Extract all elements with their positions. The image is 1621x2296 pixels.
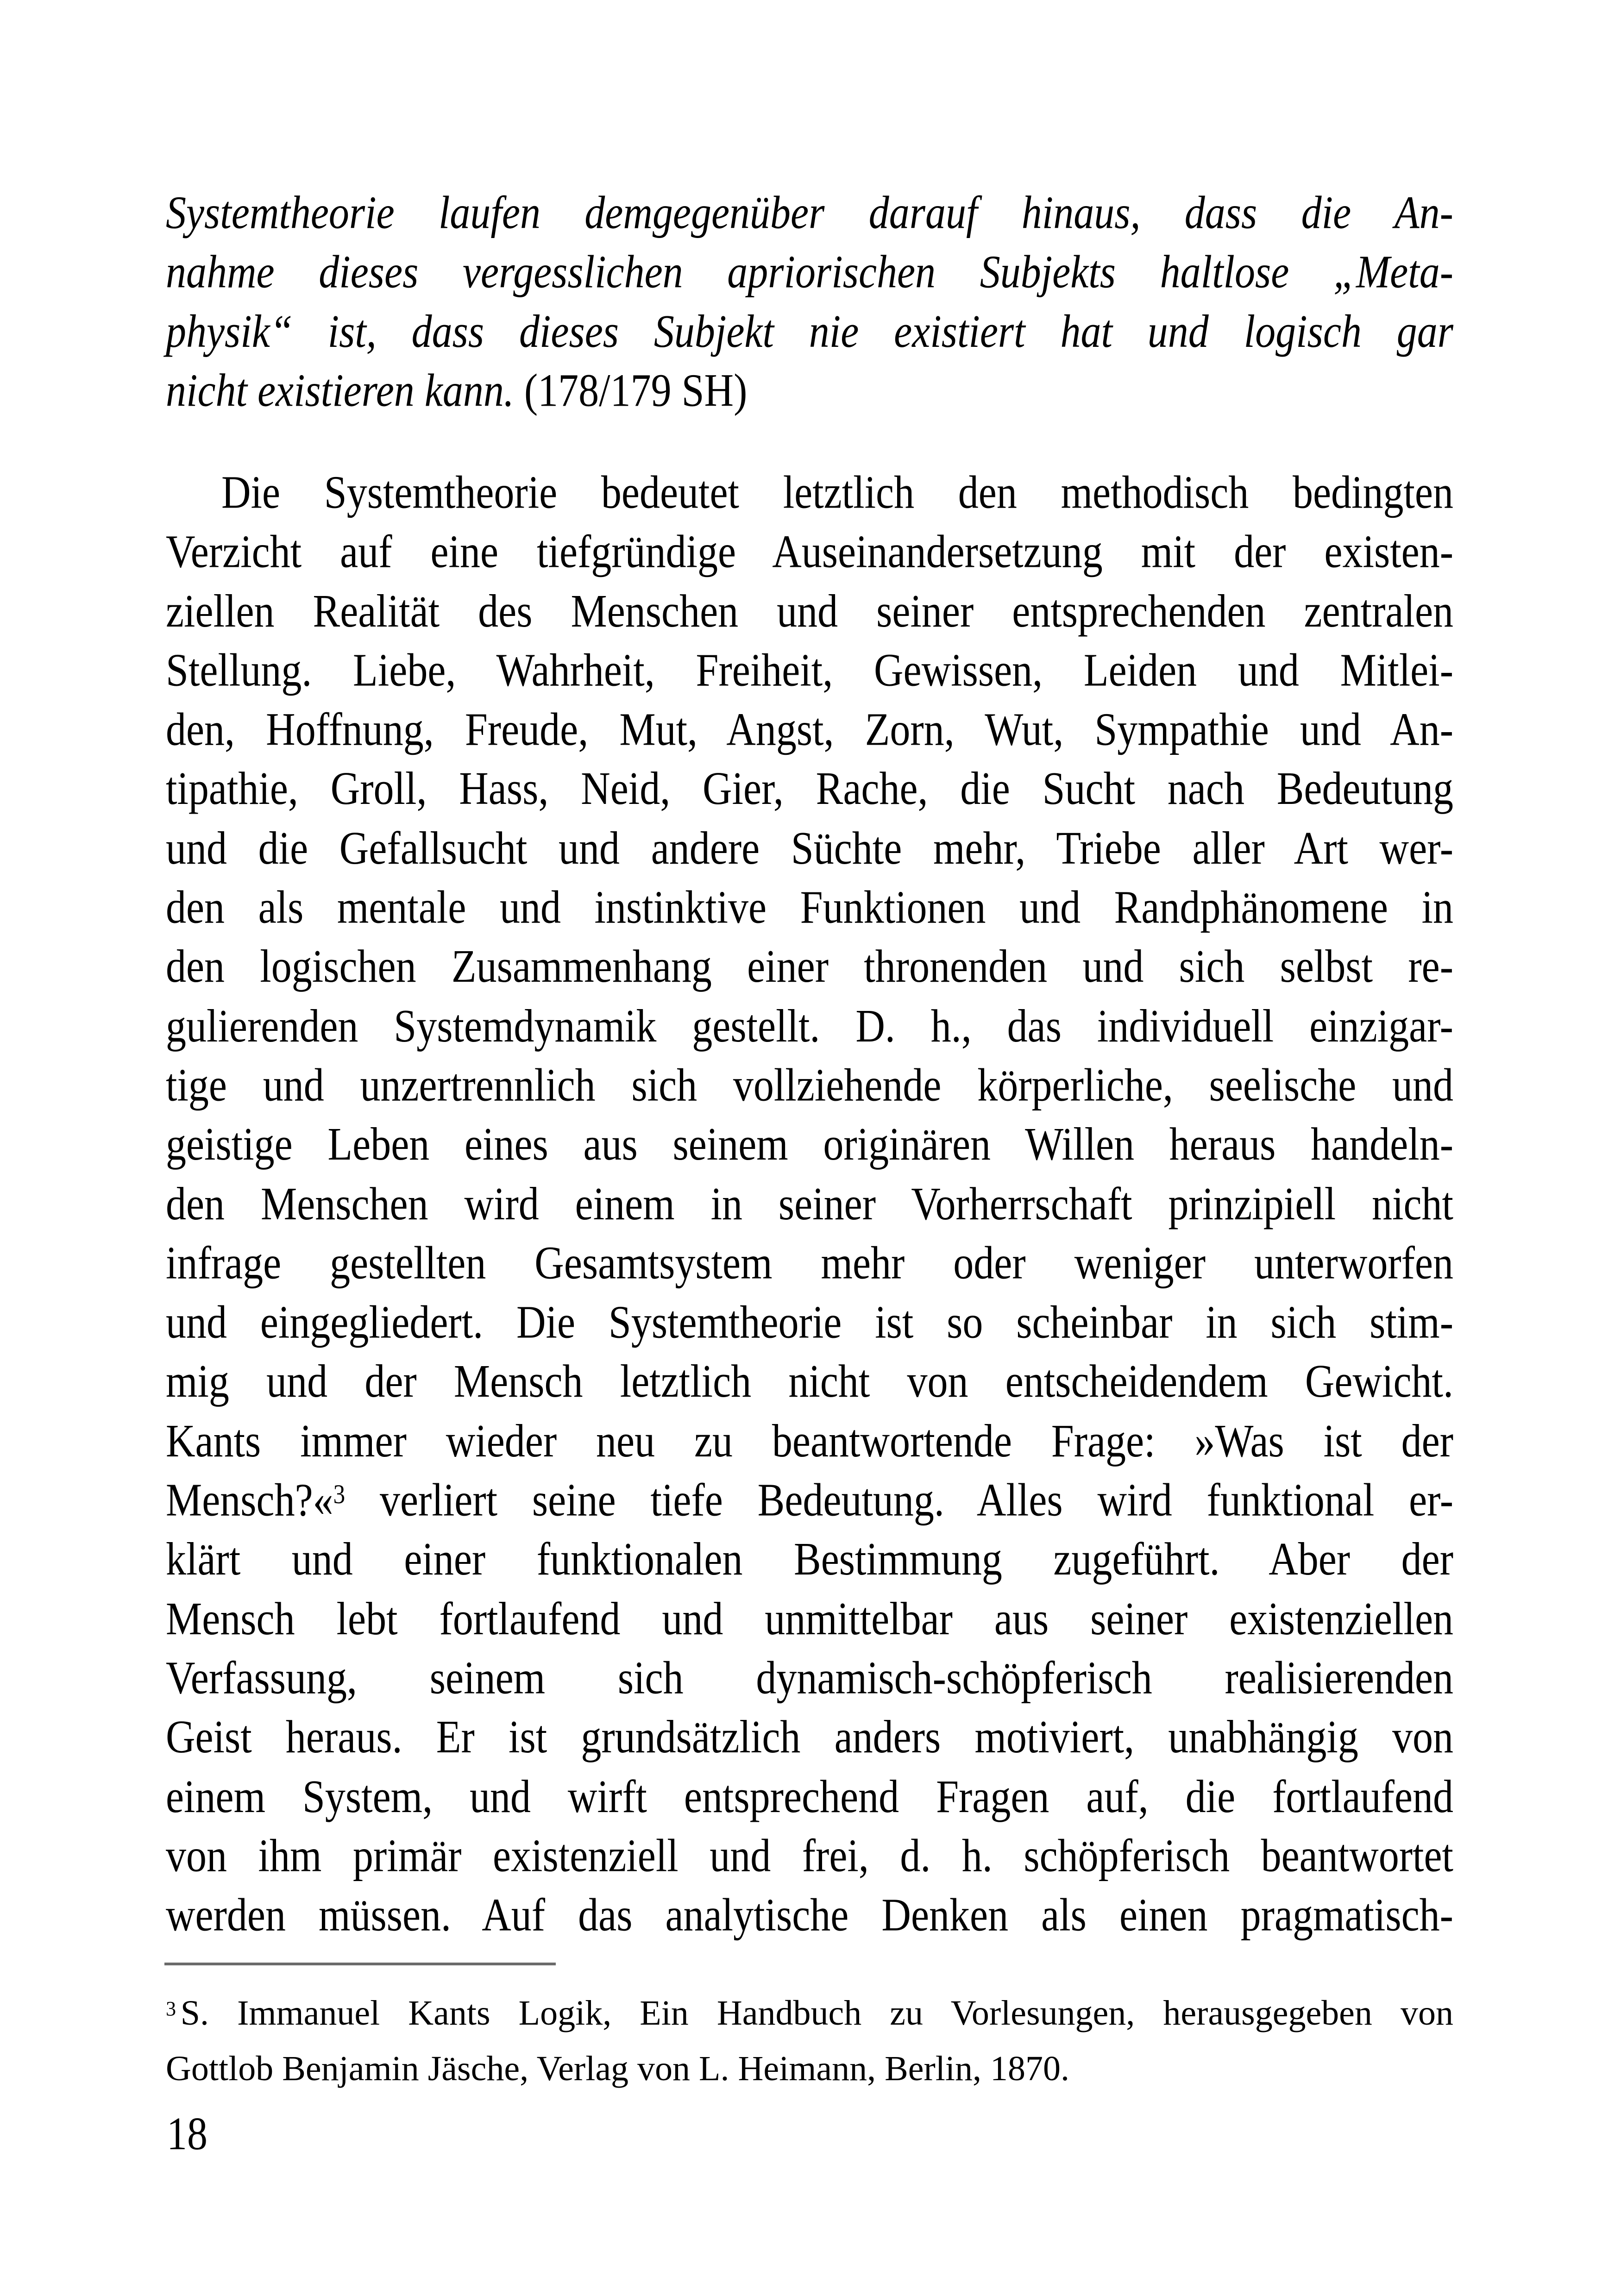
quote-line bbox=[166, 361, 1453, 420]
page-number: 18 bbox=[167, 2108, 207, 2160]
body-line-with-footnote-ref bbox=[166, 1471, 1453, 1530]
body-line: Geist heraus. Er ist grundsätzlich anders motiviert, unabhängig von bbox=[166, 1711, 1453, 1763]
body-line: Mensch lebt fortlaufend und unmittelbar aus seiner existenziellen bbox=[166, 1593, 1453, 1645]
body-line: gulierenden Systemdynamik gestellt. D. h., das individuell einzigar- bbox=[166, 1000, 1453, 1052]
footnote-line bbox=[166, 1985, 1453, 2041]
footnote bbox=[166, 1985, 1453, 2096]
body-paragraph bbox=[166, 463, 1453, 1945]
body-line: werden müssen. Auf das analytische Denken als einen pragmatisch- bbox=[166, 1889, 1453, 1941]
block-quote bbox=[166, 183, 1453, 420]
body-line: einem System, und wirft entsprechend Fragen auf, die fortlaufend bbox=[166, 1770, 1453, 1823]
body-line: mig und der Mensch letztlich nicht von entscheidendem Gewicht. bbox=[166, 1355, 1453, 1408]
body-line: und die Gefallsucht und andere Süchte mehr, Triebe aller Art wer- bbox=[166, 822, 1453, 874]
body-text: verliert seine tiefe Bedeutung. Alles wird funktional er- bbox=[345, 1474, 1453, 1526]
body-line: den logischen Zusammenhang einer thronenden und sich selbst re- bbox=[166, 941, 1453, 993]
body-line: von ihm primär existenziell und frei, d. h. schöpferisch beantwortet bbox=[166, 1830, 1453, 1882]
body-line: Kants immer wieder neu zu beantwortende Frage: »Was ist der bbox=[166, 1415, 1453, 1467]
quote-last-line-text: nicht existieren kann. bbox=[166, 365, 514, 417]
quote-line: physik“ ist, dass dieses Subjekt nie existiert hat und logisch gar bbox=[166, 306, 1453, 358]
body-line: tipathie, Groll, Hass, Neid, Gier, Rache, die Sucht nach Bedeutung bbox=[166, 763, 1453, 815]
footnote-line: Gottlob Benjamin Jäsche, Verlag von L. Heimann, Berlin, 1870. bbox=[166, 2049, 1070, 2088]
body-line: Verfassung, seinem sich dynamisch-schöpferisch realisierenden bbox=[166, 1652, 1453, 1704]
body-line: den Menschen wird einem in seiner Vorherrschaft prinzipiell nicht bbox=[166, 1178, 1453, 1230]
body-line: ziellen Realität des Menschen und seiner entsprechenden zentralen bbox=[166, 585, 1453, 637]
body-line: den, Hoffnung, Freude, Mut, Angst, Zorn, Wut, Sympathie und An- bbox=[166, 704, 1453, 756]
body-text: Mensch?« bbox=[166, 1474, 333, 1526]
body-line: klärt und einer funktionalen Bestimmung zugeführt. Aber der bbox=[166, 1533, 1453, 1586]
body-line: geistige Leben eines aus seinem originären Willen heraus handeln- bbox=[166, 1118, 1453, 1171]
body-line: Die Systemtheorie bedeutet letztlich den methodisch bedingten bbox=[221, 467, 1453, 519]
body-line: infrage gestellten Gesamtsystem mehr oder weniger unterworfen bbox=[166, 1237, 1453, 1289]
body-line: und eingegliedert. Die Systemtheorie ist so scheinbar in sich stim- bbox=[166, 1296, 1453, 1349]
body-line: den als mentale und instinktive Funktionen und Randphänomene in bbox=[166, 881, 1453, 934]
footnote-marker-3: 3 bbox=[166, 1997, 176, 2020]
quote-line: nahme dieses vergesslichen apriorischen Subjekts haltlose „Meta- bbox=[166, 246, 1453, 298]
footnote-text: S. Immanuel Kants Logik, Ein Handbuch zu Vorlesungen, herausgegeben von bbox=[180, 1994, 1453, 2033]
footnote-reference-3: 3 bbox=[333, 1480, 346, 1510]
quote-citation: (178/179 SH) bbox=[514, 365, 748, 417]
body-line: Stellung. Liebe, Wahrheit, Freiheit, Gewissen, Leiden und Mitlei- bbox=[166, 645, 1453, 696]
quote-line: Systemtheorie laufen demgegenüber darauf hinaus, dass die An- bbox=[166, 187, 1453, 239]
body-line: tige und unzertrennlich sich vollziehende körperliche, seelische und bbox=[166, 1059, 1453, 1111]
footnote-separator-rule bbox=[164, 1963, 556, 1965]
body-line: Verzicht auf eine tiefgründige Auseinandersetzung mit der existen- bbox=[166, 526, 1453, 578]
